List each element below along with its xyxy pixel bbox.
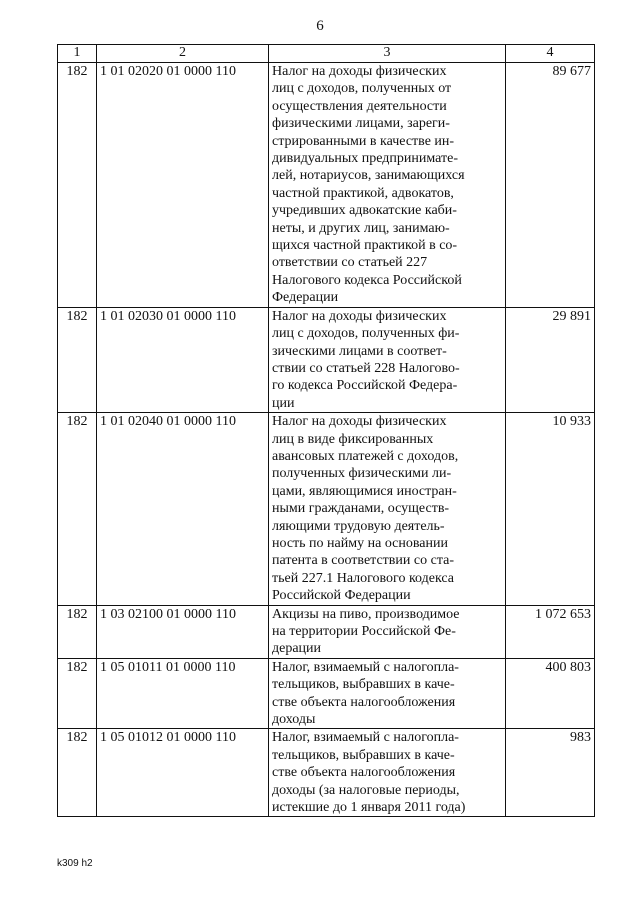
- revenue-name-line: Российской Федерации: [272, 588, 411, 604]
- revenue-name-cell: [269, 63, 506, 308]
- column-header-1: 1: [58, 45, 97, 63]
- column-header-2: 2: [97, 45, 269, 63]
- revenue-name-line: полученных физическими ли-: [272, 466, 452, 482]
- revenue-name-line: неты, и других лиц, занимаю-: [272, 220, 450, 236]
- table-header-row: [58, 45, 595, 63]
- budget-revenue-table: [57, 44, 595, 817]
- amount-cell: 983: [506, 729, 595, 817]
- revenue-name-line: Налог на доходы физических: [272, 414, 447, 430]
- budget-code-cell: 1 05 01011 01 0000 110: [97, 658, 269, 729]
- revenue-name-line: Акцизы на пиво, производимое: [272, 606, 460, 622]
- budget-code-cell: 1 05 01012 01 0000 110: [97, 729, 269, 817]
- admin-code-cell: 182: [58, 729, 97, 817]
- revenue-name-cell: [269, 658, 506, 729]
- budget-code-cell: 1 01 02030 01 0000 110: [97, 307, 269, 412]
- revenue-name-line: ность по найму на основании: [272, 535, 448, 551]
- admin-code-cell: 182: [58, 307, 97, 412]
- revenue-name-cell: [269, 413, 506, 605]
- revenue-name-line: стве объекта налогообложения: [272, 765, 456, 781]
- revenue-name-line: лей, нотариусов, занимающихся: [272, 168, 465, 184]
- revenue-name-line: стве объекта налогообложения: [272, 694, 456, 710]
- table-row: [58, 413, 595, 605]
- revenue-name-line: го кодекса Российской Федера-: [272, 378, 458, 394]
- revenue-name-line: тельщиков, выбравших в каче-: [272, 747, 455, 763]
- budget-code-cell: 1 03 02100 01 0000 110: [97, 605, 269, 658]
- admin-code-cell: 182: [58, 658, 97, 729]
- amount-cell: 10 933: [506, 413, 595, 605]
- amount-cell: 29 891: [506, 307, 595, 412]
- revenue-name-line: Федерации: [272, 290, 339, 306]
- table-row: [58, 63, 595, 308]
- revenue-name-line: частной практикой, адвокатов,: [272, 185, 454, 201]
- page-number: 6: [316, 18, 324, 34]
- revenue-name-line: Налог, взимаемый с налогопла-: [272, 659, 459, 675]
- revenue-name-line: щихся частной практикой в со-: [272, 238, 458, 254]
- revenue-name-line: учредивших адвокатские каби-: [272, 203, 457, 219]
- revenue-name-cell: [269, 729, 506, 817]
- table-row: [58, 658, 595, 729]
- revenue-name-line: ции: [272, 395, 295, 411]
- revenue-name-line: дивидуальных предпринимате-: [272, 151, 458, 167]
- revenue-name-line: лиц с доходов, полученных от: [272, 81, 452, 97]
- revenue-name-line: осуществления деятельности: [272, 98, 447, 114]
- admin-code-cell: 182: [58, 63, 97, 308]
- revenue-name-line: патента в соответствии со ста-: [272, 553, 454, 569]
- revenue-name-cell: [269, 307, 506, 412]
- admin-code-cell: 182: [58, 413, 97, 605]
- revenue-name-line: тельщиков, выбравших в каче-: [272, 677, 455, 693]
- revenue-name-line: на территории Российской Фе-: [272, 624, 456, 639]
- revenue-name-line: ными гражданами, осуществ-: [272, 501, 450, 517]
- revenue-name-cell: [269, 605, 506, 658]
- budget-code-cell: 1 01 02020 01 0000 110: [97, 63, 269, 308]
- table-body: [58, 63, 595, 817]
- admin-code-cell: 182: [58, 605, 97, 658]
- revenue-name-line: ствии со статьей 228 Налогово-: [272, 360, 460, 376]
- footer-code: k309 h2: [57, 858, 93, 869]
- revenue-name-line: дерации: [272, 641, 322, 657]
- revenue-name-line: авансовых платежей с доходов,: [272, 448, 459, 464]
- amount-cell: 1 072 653: [506, 605, 595, 658]
- amount-cell: 89 677: [506, 63, 595, 308]
- revenue-name-line: цами, являющимися иностран-: [272, 483, 457, 499]
- revenue-name-line: стрированными в качестве ин-: [272, 133, 455, 149]
- revenue-name-line: Налог на доходы физических: [272, 64, 447, 79]
- revenue-name-line: Налогового кодекса Российской: [272, 272, 462, 288]
- table-row: [58, 605, 595, 658]
- table-row: [58, 729, 595, 817]
- revenue-name-line: ляющими трудовую деятель-: [272, 518, 445, 534]
- revenue-name-line: ответствии со статьей 227: [272, 255, 428, 271]
- budget-code-cell: 1 01 02040 01 0000 110: [97, 413, 269, 605]
- amount-cell: 400 803: [506, 658, 595, 729]
- column-header-3: 3: [269, 45, 506, 63]
- revenue-name-line: лиц с доходов, полученных фи-: [272, 326, 460, 342]
- revenue-name-line: доходы (за налоговые периоды,: [272, 782, 460, 798]
- column-header-4: 4: [506, 45, 595, 63]
- revenue-name-line: истекшие до 1 января 2011 года): [272, 800, 466, 816]
- table-row: [58, 307, 595, 412]
- revenue-name-line: тьей 227.1 Налогового кодекса: [272, 570, 455, 586]
- revenue-name-line: лиц в виде фиксированных: [272, 431, 434, 447]
- revenue-name-line: доходы: [272, 712, 316, 728]
- revenue-name-line: Налог, взимаемый с налогопла-: [272, 730, 459, 746]
- revenue-name-line: физическими лицами, зареги-: [272, 116, 450, 132]
- revenue-name-line: Налог на доходы физических: [272, 308, 447, 324]
- revenue-name-line: зическими лицами в соответ-: [272, 343, 447, 359]
